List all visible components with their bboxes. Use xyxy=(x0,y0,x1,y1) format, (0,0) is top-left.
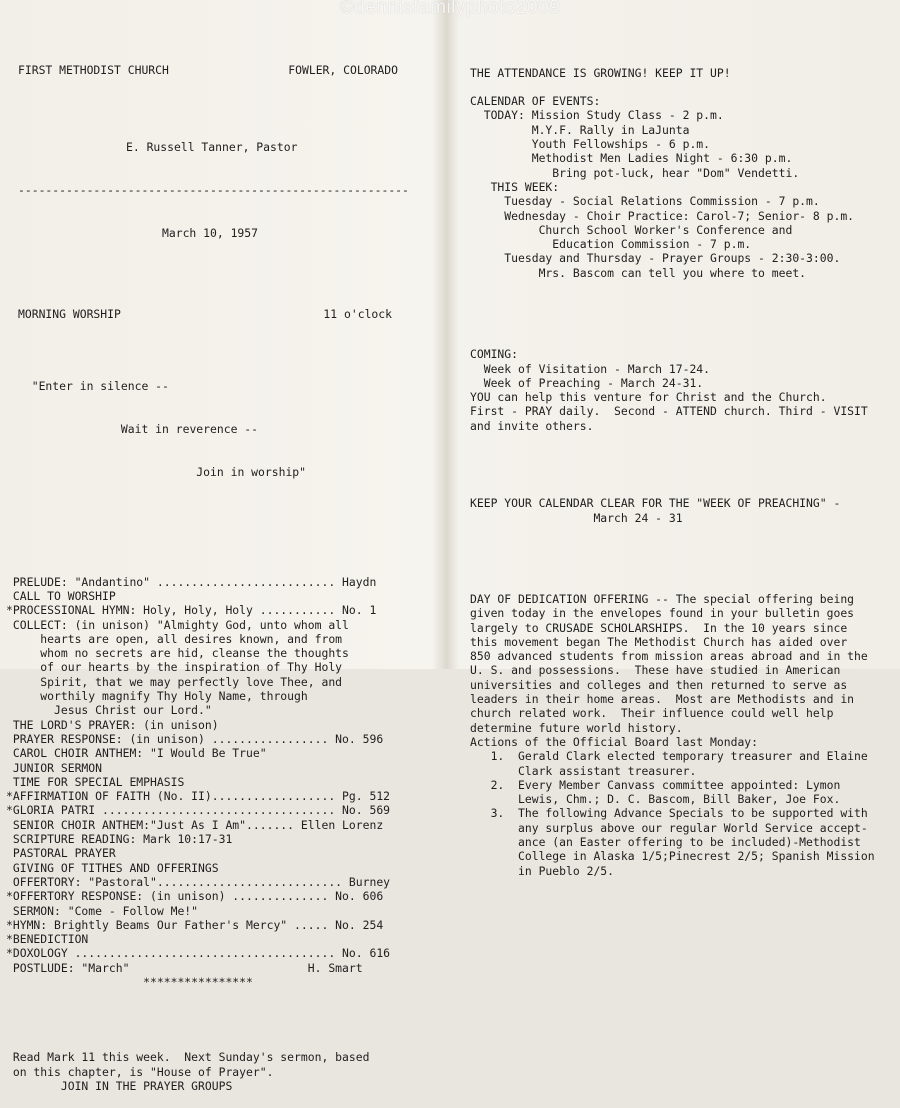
order-item: *OFFERTORY RESPONSE: (in unison) .............. No. 606 xyxy=(6,889,384,904)
calendar-line: TODAY: Mission Study Class - 2 p.m. xyxy=(470,108,724,123)
call-line: Wait in reverence -- xyxy=(18,421,259,436)
order-item: THE LORD'S PRAYER: (in unison) xyxy=(6,717,219,732)
closing-line: on this chapter, is "House of Prayer". xyxy=(6,1064,274,1079)
calendar-of-events xyxy=(470,66,890,280)
calendar-line: Education Commission - 7 p.m. xyxy=(470,237,752,252)
offering-line: Clark assistant treasurer. xyxy=(470,763,697,778)
offering-line: 850 advanced students from mission areas abroad and in the xyxy=(470,649,868,664)
offering-line: largely to CRUSADE SCHOLARSHIPS. In the 10 years since xyxy=(470,620,848,635)
keep-calendar-notice xyxy=(470,496,890,525)
order-item: whom no secrets are hid, cleanse the thoughts xyxy=(6,646,349,661)
order-item: SERMON: "Come - Follow Me!" xyxy=(6,903,199,918)
calendar-line: Mrs. Bascom can tell you where to meet. xyxy=(470,265,807,280)
coming-line: COMING: xyxy=(470,347,519,362)
order-item: **************** xyxy=(6,975,253,989)
offering-line: church related work. Their influence could well help xyxy=(470,706,834,721)
calendar-line: THIS WEEK: xyxy=(470,179,560,194)
order-item: Jesus Christ our Lord." xyxy=(6,703,212,718)
call-to-silence xyxy=(6,350,416,507)
order-item: of our hearts by the inspiration of Thy Holy xyxy=(6,660,343,675)
calendar-line: M.Y.F. Rally in LaJunta xyxy=(470,122,690,137)
offering-line: Lewis, Chm.; D. C. Bascom, Bill Baker, Joe Fox. xyxy=(470,792,841,807)
calendar-line: THE ATTENDANCE IS GROWING! KEEP IT UP! xyxy=(470,65,731,80)
offering-line: leaders in their home areas. Most are Methodists and in xyxy=(470,692,855,707)
notice-line: KEEP YOUR CALENDAR CLEAR FOR THE "WEEK OF PREACHING" - xyxy=(470,496,841,511)
order-item: CAROL CHOIR ANTHEM: "I Would Be True" xyxy=(6,746,267,761)
call-line: "Enter in silence -- xyxy=(18,378,169,393)
order-item: Spirit, that we may perfectly love Thee, and xyxy=(6,674,343,689)
order-item: POSTLUDE: "March" H. Smart xyxy=(6,960,363,975)
offering-line: U. S. and possessions. These have studied in American xyxy=(470,663,841,678)
calendar-line: Methodist Men Ladies Night - 6:30 p.m. xyxy=(470,151,793,166)
header-rule: --------------------------------------------------------- xyxy=(18,182,409,197)
offering-line: determine future world history. xyxy=(470,720,683,735)
closing-line: JOIN IN THE PRAYER GROUPS xyxy=(6,1079,233,1094)
offering-line: 2. Every Member Canvass committee appointed: Lymon xyxy=(470,777,841,792)
closing-line: Read Mark 11 this week. Next Sunday's sermon, based xyxy=(6,1050,370,1065)
offering-line: DAY OF DEDICATION OFFERING -- The special offering being xyxy=(470,591,855,606)
offering-line: College in Alaska 1/5;Pinecrest 2/5; Spanish Mission xyxy=(470,849,875,864)
calendar-line xyxy=(470,80,890,94)
order-item: SCRIPTURE READING: Mark 10:17-31 xyxy=(6,832,233,847)
order-item: *PROCESSIONAL HYMN: Holy, Holy, Holy ........... No. 1 xyxy=(6,603,377,618)
order-item: GIVING OF TITHES AND OFFERINGS xyxy=(6,860,219,875)
order-item: COLLECT: (in unison) "Almighty God, unto whom all xyxy=(6,617,349,632)
calendar-line: CALENDAR OF EVENTS: xyxy=(470,94,601,109)
watermark: ©dennisfamilyphoto2009 xyxy=(339,0,561,18)
coming-line: First - PRAY daily. Second - ATTEND church. Third - VISIT xyxy=(470,404,868,419)
offering-line: 3. The following Advance Specials to be supported with xyxy=(470,806,868,821)
offering-line: universities and colleges and then returned to serve as xyxy=(470,677,848,692)
order-item: *HYMN: Brightly Beams Our Father's Mercy" ..... No. 254 xyxy=(6,917,384,932)
order-item: *DOXOLOGY ...................................... No. 616 xyxy=(6,946,391,961)
worship-heading xyxy=(6,307,416,321)
order-item: hearts are open, all desires known, and from xyxy=(6,631,343,646)
left-page xyxy=(6,34,416,1108)
call-line: Join in worship" xyxy=(18,464,307,479)
coming-line: Week of Preaching - March 24-31. xyxy=(470,375,704,390)
order-of-worship xyxy=(6,575,416,990)
worship-title: MORNING WORSHIP xyxy=(18,307,121,322)
offering-line: Actions of the Official Board last Monday: xyxy=(470,734,759,749)
coming-events xyxy=(470,347,890,433)
header-row xyxy=(6,63,416,77)
order-item: worthily magnify Thy Holy Name, through xyxy=(6,689,308,704)
church-name: FIRST METHODIST CHURCH xyxy=(18,62,169,77)
offering-line: this movement began The Methodist Church has aided over xyxy=(470,634,848,649)
order-item: TIME FOR SPECIAL EMPHASIS xyxy=(6,774,185,789)
closing-notes xyxy=(6,1050,416,1093)
calendar-line: Tuesday - Social Relations Commission - 7 p.m. xyxy=(470,194,820,209)
order-item: PRELUDE: "Andantino" .......................... Haydn xyxy=(6,574,377,589)
order-item: PASTORAL PRAYER xyxy=(6,846,116,861)
order-item: OFFERTORY: "Pastoral"........................... Burney xyxy=(6,874,391,889)
right-page xyxy=(470,37,890,892)
coming-line: and invite others. xyxy=(470,418,594,433)
order-item: *AFFIRMATION OF FAITH (No. II).................. Pg. 512 xyxy=(6,789,391,804)
order-item: PRAYER RESPONSE: (in unison) ................. No. 596 xyxy=(6,731,384,746)
order-item: CALL TO WORSHIP xyxy=(6,588,116,603)
order-item: *BENEDICTION xyxy=(6,932,89,947)
coming-line: YOU can help this venture for Christ and the Church. xyxy=(470,390,827,405)
bulletin-date: March 10, 1957 xyxy=(162,225,259,240)
offering-line: in Pueblo 2/5. xyxy=(470,863,615,878)
coming-line: Week of Visitation - March 17-24. xyxy=(470,361,711,376)
calendar-line: Tuesday and Thursday - Prayer Groups - 2:30-3:00. xyxy=(470,251,841,266)
calendar-line: Church School Worker's Conference and xyxy=(470,222,793,237)
order-item: SENIOR CHOIR ANTHEM:"Just As I Am"....... Ellen Lorenz xyxy=(6,817,384,832)
order-item: *GLORIA PATRI .................................. No. 569 xyxy=(6,803,391,818)
worship-time: 11 o'clock xyxy=(323,307,392,322)
pastor-line: E. Russell Tanner, Pastor xyxy=(126,140,298,155)
offering-line: ance (an Easter offering to be included)-Methodist xyxy=(470,835,861,850)
order-item: JUNIOR SERMON xyxy=(6,760,103,775)
offering-line: 1. Gerald Clark elected temporary treasurer and Elaine xyxy=(470,749,868,764)
calendar-line: Wednesday - Choir Practice: Carol-7; Senior- 8 p.m. xyxy=(470,208,855,223)
offering-line: given today in the envelopes found in your bulletin goes xyxy=(470,606,855,621)
offering-line: any surplus above our regular World Service accept- xyxy=(470,820,868,835)
calendar-line: Bring pot-luck, hear "Dom" Vendetti. xyxy=(470,165,800,180)
calendar-line: Youth Fellowships - 6 p.m. xyxy=(470,137,711,152)
church-location: FOWLER, COLORADO xyxy=(288,62,398,77)
dedication-offering xyxy=(470,592,890,878)
notice-line: March 24 - 31 xyxy=(470,510,683,525)
